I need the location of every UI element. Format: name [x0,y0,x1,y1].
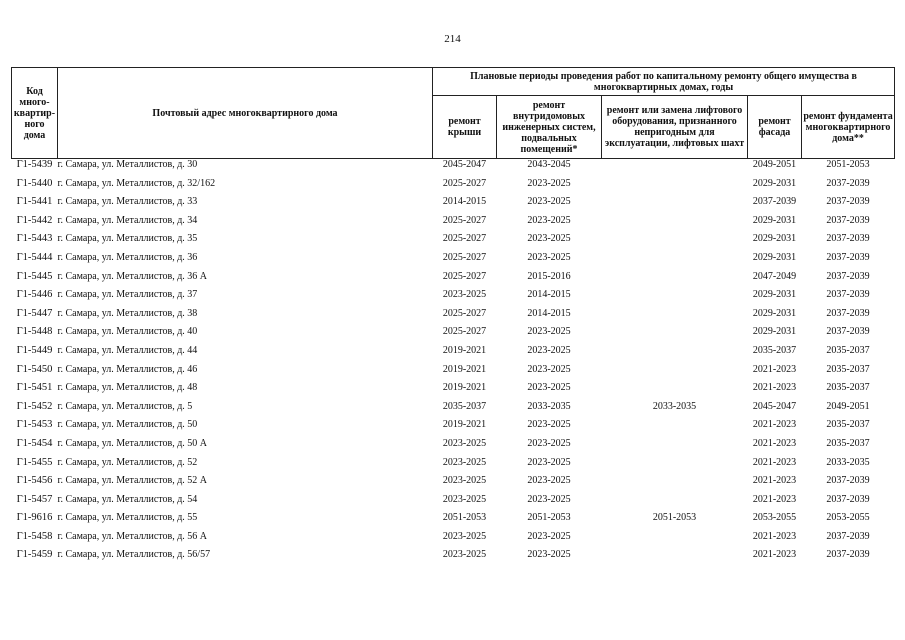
cell-address: г. Самара, ул. Металлистов, д. 56/57 [57,549,211,561]
cell-code: Г1-5441 [16,196,53,208]
cell-foundation: 2035-2037 [826,363,870,375]
table-row [12,345,895,364]
cell-facade: 2045-2047 [752,400,797,412]
cell-foundation: 2037-2039 [826,251,870,263]
cell-code: Г1-5443 [16,233,53,245]
cell-lift [602,271,748,290]
cell-roof: 2019-2021 [442,344,487,356]
table-row [12,159,895,178]
cell-roof: 2023-2025 [442,475,487,487]
cell-code: Г1-5450 [16,363,53,375]
cell-roof: 2051-2053 [442,512,487,524]
cell-facade: 2029-2031 [752,289,797,301]
cell-foundation: 2051-2053 [802,159,895,178]
cell-address: г. Самара, ул. Металлистов, д. 52 [57,456,198,468]
cell-lift [602,549,748,568]
cell-foundation: 2037-2039 [826,270,870,282]
cell-foundation: 2037-2039 [826,307,870,319]
header-facade: ремонт фасада [748,96,802,159]
cell-facade: 2021-2023 [752,475,797,487]
cell-engineering: 2023-2025 [527,419,571,431]
cell-facade: 2021-2023 [752,382,797,394]
cell-address: г. Самара, ул. Металлистов, д. 35 [57,233,198,245]
cell-address: г. Самара, ул. Металлистов, д. 32/162 [57,177,216,189]
cell-address: г. Самара, ул. Металлистов, д. 30 [58,159,433,178]
cell-code: Г1-5444 [16,251,53,263]
cell-foundation: 2049-2051 [826,400,870,412]
cell-foundation: 2035-2037 [826,437,870,449]
cell-lift [602,382,748,401]
cell-lift: 2033-2035 [652,400,697,412]
cell-code: Г1-5440 [16,177,53,189]
table-row [12,308,895,327]
table-row [12,531,895,550]
cell-code: Г1-5455 [16,456,53,468]
cell-lift [602,308,748,327]
cell-lift [602,178,748,197]
cell-engineering: 2023-2025 [527,196,571,208]
cell-lift [602,215,748,234]
cell-engineering: 2023-2025 [527,344,571,356]
cell-address: г. Самара, ул. Металлистов, д. 50 [57,419,198,431]
cell-foundation: 2035-2037 [826,382,870,394]
cell-lift [602,252,748,271]
table-row [12,419,895,438]
cell-facade: 2029-2031 [752,251,797,263]
cell-engineering: 2023-2025 [527,456,571,468]
cell-address: г. Самара, ул. Металлистов, д. 55 [57,512,198,524]
cell-code: Г1-5446 [16,289,53,301]
cell-address: г. Самара, ул. Металлистов, д. 5 [57,400,193,412]
cell-roof: 2023-2025 [442,530,487,542]
cell-facade: 2029-2031 [752,233,797,245]
cell-facade: 2021-2023 [752,456,797,468]
cell-address: г. Самара, ул. Металлистов, д. 50 А [57,437,208,449]
cell-roof: 2025-2027 [442,214,487,226]
cell-address: г. Самара, ул. Металлистов, д. 33 [57,196,198,208]
table-row [12,457,895,476]
header-foundation: ремонт фундамента многоквартирного дома** [802,96,895,159]
repair-schedule-table [11,67,895,568]
table-row [12,215,895,234]
cell-engineering: 2023-2025 [527,326,571,338]
cell-roof: 2019-2021 [442,382,487,394]
cell-address: г. Самара, ул. Металлистов, д. 36 [57,251,198,263]
cell-facade: 2053-2055 [752,512,797,524]
cell-roof: 2019-2021 [442,363,487,375]
cell-engineering: 2023-2025 [527,437,571,449]
header-code-line: дома [23,129,46,141]
cell-lift [602,438,748,457]
cell-address: г. Самара, ул. Металлистов, д. 46 [57,363,198,375]
cell-foundation: 2037-2039 [826,475,870,487]
table-row [12,271,895,290]
cell-foundation: 2035-2037 [826,344,870,356]
cell-address: г. Самара, ул. Металлистов, д. 36 А [57,270,208,282]
cell-code: Г1-5448 [16,326,53,338]
cell-engineering: 2023-2025 [527,363,571,375]
cell-address: г. Самара, ул. Металлистов, д. 34 [57,214,198,226]
cell-address: г. Самара, ул. Металлистов, д. 44 [57,344,198,356]
cell-lift [602,233,748,252]
cell-lift [602,457,748,476]
table-row [12,252,895,271]
cell-roof: 2019-2021 [442,419,487,431]
table-body [12,159,895,569]
cell-address: г. Самара, ул. Металлистов, д. 38 [57,307,198,319]
table-row [12,178,895,197]
cell-facade: 2021-2023 [752,549,797,561]
cell-foundation: 2053-2055 [826,512,870,524]
cell-facade: 2021-2023 [752,530,797,542]
cell-code: Г1-5456 [16,475,53,487]
cell-lift [602,159,748,178]
cell-address: г. Самара, ул. Металлистов, д. 56 А [57,530,208,542]
table-row [12,233,895,252]
cell-foundation: 2037-2039 [826,493,870,505]
cell-facade: 2021-2023 [752,437,797,449]
cell-facade: 2029-2031 [752,326,797,338]
cell-engineering: 2033-2035 [527,400,571,412]
cell-foundation: 2033-2035 [826,456,870,468]
cell-facade: 2029-2031 [752,177,797,189]
cell-foundation: 2037-2039 [826,549,870,561]
cell-foundation: 2037-2039 [826,530,870,542]
cell-address: г. Самара, ул. Металлистов, д. 54 [57,493,198,505]
cell-lift [602,326,748,345]
header-code-line: квартир- [13,107,56,119]
cell-roof: 2023-2025 [442,289,487,301]
cell-address: г. Самара, ул. Металлистов, д. 52 А [57,475,208,487]
table-row [12,382,895,401]
cell-roof: 2023-2025 [442,493,487,505]
cell-code: Г1-9616 [16,512,53,524]
header-code [12,68,58,159]
cell-roof: 2023-2025 [442,456,487,468]
cell-engineering: 2023-2025 [527,214,571,226]
cell-code: Г1-5442 [16,214,53,226]
cell-foundation: 2037-2039 [826,177,870,189]
cell-engineering: 2043-2045 [497,159,602,178]
cell-address: г. Самара, ул. Металлистов, д. 37 [57,289,198,301]
cell-facade: 2021-2023 [752,493,797,505]
table-row [12,438,895,457]
cell-engineering: 2023-2025 [527,549,571,561]
cell-roof: 2025-2027 [442,177,487,189]
header-code-line: много- [19,96,50,108]
cell-code: Г1-5453 [16,419,53,431]
cell-code: Г1-5459 [16,549,53,561]
cell-roof: 2025-2027 [442,251,487,263]
table-row [12,326,895,345]
cell-engineering: 2014-2015 [527,289,571,301]
cell-foundation: 2037-2039 [826,233,870,245]
cell-facade: 2037-2039 [752,196,797,208]
cell-facade: 2029-2031 [752,214,797,226]
cell-foundation: 2037-2039 [826,214,870,226]
page-number: 214 [444,33,461,45]
cell-code: Г1-5439 [12,159,58,178]
table-row [12,494,895,513]
cell-code: Г1-5457 [16,493,53,505]
cell-foundation: 2037-2039 [826,289,870,301]
header-lift: ремонт или замена лифтового оборудования, признанного непригодным для эксплуатации, лифтовых шахт [602,96,748,159]
header-code-line: ного [24,118,45,130]
cell-engineering: 2014-2015 [527,307,571,319]
table-row [12,289,895,308]
cell-code: Г1-5447 [16,307,53,319]
cell-facade: 2035-2037 [752,344,797,356]
cell-lift [602,475,748,494]
cell-lift [602,364,748,383]
cell-facade: 2021-2023 [752,419,797,431]
header-roof: ремонт крыши [433,96,497,159]
cell-roof: 2025-2027 [442,233,487,245]
cell-code: Г1-5451 [16,382,53,394]
cell-foundation: 2037-2039 [826,326,870,338]
cell-lift [602,345,748,364]
table-row [12,475,895,494]
cell-facade: 2049-2051 [748,159,802,178]
cell-lift: 2051-2053 [652,512,697,524]
cell-facade: 2047-2049 [752,270,797,282]
cell-roof: 2025-2027 [442,326,487,338]
cell-facade: 2021-2023 [752,363,797,375]
cell-lift [602,289,748,308]
cell-engineering: 2023-2025 [527,177,571,189]
header-code-line: Код [26,85,43,97]
cell-engineering: 2023-2025 [527,530,571,542]
cell-engineering: 2015-2016 [527,270,571,282]
cell-roof: 2025-2027 [442,307,487,319]
table-row [12,364,895,383]
table-row [12,196,895,215]
cell-lift [602,419,748,438]
cell-roof: 2023-2025 [442,437,487,449]
cell-code: Г1-5445 [16,270,53,282]
cell-roof: 2025-2027 [442,270,487,282]
cell-roof: 2023-2025 [442,549,487,561]
cell-engineering: 2023-2025 [527,493,571,505]
cell-engineering: 2023-2025 [527,382,571,394]
table-row [12,549,895,568]
header-planned-periods: Плановые периоды проведения работ по капитальному ремонту общего имущества в многоквартирных домах, годы [433,68,895,96]
cell-code: Г1-5449 [16,344,53,356]
cell-lift [602,494,748,513]
table-row [12,401,895,420]
cell-engineering: 2023-2025 [527,233,571,245]
cell-code: Г1-5452 [16,400,53,412]
cell-engineering: 2051-2053 [527,512,571,524]
header-engineering: ремонт внутридомовых инженерных систем, подвальных помещений* [497,96,602,159]
cell-foundation: 2037-2039 [826,196,870,208]
header-address: Почтовый адрес многоквартирного дома [58,68,433,159]
cell-code: Г1-5454 [16,437,53,449]
cell-engineering: 2023-2025 [527,475,571,487]
cell-engineering: 2023-2025 [527,251,571,263]
cell-address: г. Самара, ул. Металлистов, д. 48 [57,382,198,394]
cell-code: Г1-5458 [16,530,53,542]
cell-address: г. Самара, ул. Металлистов, д. 40 [57,326,198,338]
table-row [12,512,895,531]
cell-lift [602,531,748,550]
cell-roof: 2045-2047 [433,159,497,178]
cell-roof: 2014-2015 [442,196,487,208]
cell-foundation: 2035-2037 [826,419,870,431]
cell-lift [602,196,748,215]
cell-roof: 2035-2037 [442,400,487,412]
cell-facade: 2029-2031 [752,307,797,319]
